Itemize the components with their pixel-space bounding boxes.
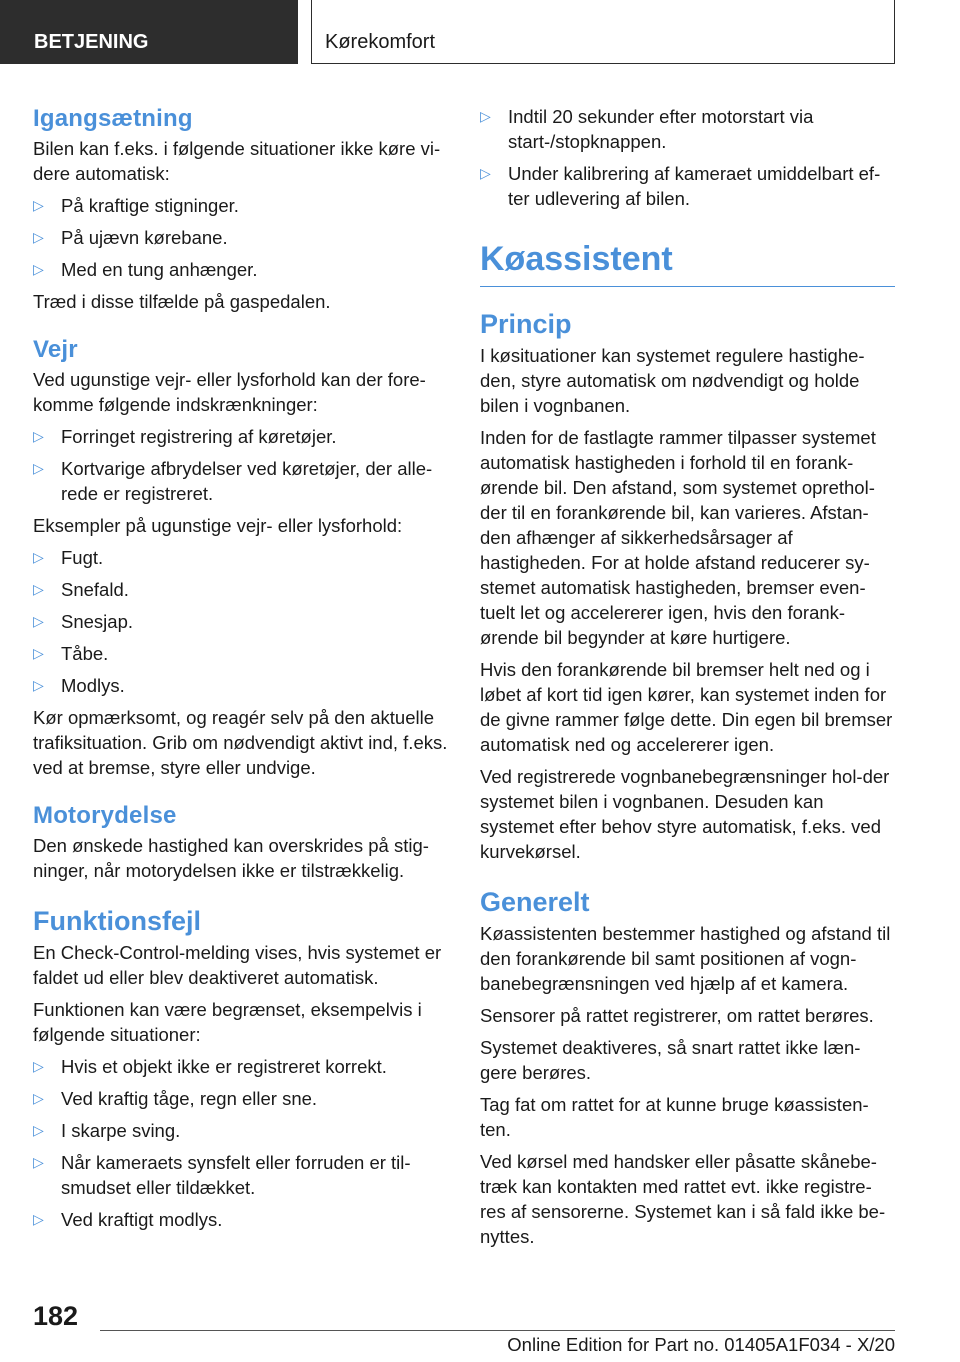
triangle-bullet-icon: ▷ xyxy=(33,1154,44,1170)
paragraph: Ved kørsel med handsker eller påsatte skånebe-træk kan kontakten med rattet evt. ikke registre-res af sensorerne. Systemet kan i så fald ikke be-nyttes. xyxy=(480,1151,886,1247)
right-column xyxy=(480,104,895,1256)
heading-funktionsfejl: Funktionsfejl xyxy=(33,906,201,936)
triangle-bullet-icon: ▷ xyxy=(33,677,44,693)
triangle-bullet-icon: ▷ xyxy=(480,165,491,181)
bullet-list xyxy=(480,104,895,211)
heading-vejr: Vejr xyxy=(33,336,78,363)
paragraph: Inden for de fastlagte rammer tilpasser systemet automatisk hastigheden i forhold til en forank-ørende bil. Den afstand, som systemet oprethol-der til en forankørende bil, kan varieres. Afstan-den afhænger af sikkerhedsårsager af hastigheden. For at holde afstand reducerer sy-stemet automatisk hastigheden, bremser even-tuelt let og accelererer igen, hvis den forank-ørende bil begynder at køre hurtigere. xyxy=(480,427,876,648)
triangle-bullet-icon: ▷ xyxy=(33,1122,44,1138)
triangle-bullet-icon: ▷ xyxy=(33,613,44,629)
paragraph: Sensorer på rattet registrerer, om rattet berøres. xyxy=(480,1005,874,1026)
list-item: ▷ Forringet registrering af køretøjer. xyxy=(33,426,337,447)
paragraph: Funktionen kan være begrænset, eksempelvis i følgende situationer: xyxy=(33,999,422,1045)
list-item: ▷ På kraftige stigninger. xyxy=(33,195,239,216)
list-item: ▷ Snesjap. xyxy=(33,611,133,632)
list-item: ▷ Ved kraftigt modlys. xyxy=(33,1209,223,1230)
heading-generelt: Generelt xyxy=(480,887,590,917)
list-item: ▷ Når kameraets synsfelt eller forruden er til-smudset eller tildækket. xyxy=(33,1152,411,1198)
list-item: ▷ Fugt. xyxy=(33,547,104,568)
paragraph: Træd i disse tilfælde på gaspedalen. xyxy=(33,291,331,312)
list-item: ▷ Modlys. xyxy=(33,675,125,696)
triangle-bullet-icon: ▷ xyxy=(33,261,44,277)
list-item: ▷ Med en tung anhænger. xyxy=(33,259,258,280)
triangle-bullet-icon: ▷ xyxy=(33,428,44,444)
left-column xyxy=(33,104,448,1239)
heading-princip: Princip xyxy=(480,309,572,339)
list-item: ▷ Tåbe. xyxy=(33,643,109,664)
triangle-bullet-icon: ▷ xyxy=(33,1090,44,1106)
edition-note: Online Edition for Part no. 01405A1F034 - X/20 xyxy=(507,1334,895,1355)
paragraph: I køsituationer kan systemet regulere hastighe-den, styre automatisk om nødvendigt og holde bilen i vognbanen. xyxy=(480,345,865,416)
bullet-list xyxy=(33,424,448,506)
bullet-list xyxy=(33,193,448,282)
list-item: ▷ Indtil 20 sekunder efter motorstart via start-/stopknappen. xyxy=(480,106,814,152)
triangle-bullet-icon: ▷ xyxy=(33,229,44,245)
paragraph: Tag fat om rattet for at kunne bruge køassisten-ten. xyxy=(480,1094,869,1140)
chapter-tab: Kørekomfort xyxy=(311,0,895,64)
list-item: ▷ Snefald. xyxy=(33,579,129,600)
paragraph: Eksempler på ugunstige vejr- eller lysforhold: xyxy=(33,515,403,536)
heading-motorydelse: Motorydelse xyxy=(33,802,177,829)
section-tab: BETJENING xyxy=(0,0,298,64)
paragraph: Hvis den forankørende bil bremser helt ned og i løbet af kort tid igen kører, kan systemet inden for de givne rammer følge dette. Din egen bil bremser automatisk ned og accelererer igen. xyxy=(480,659,893,755)
page-header xyxy=(0,0,960,66)
list-item: ▷ Under kalibrering af kameraet umiddelbart ef-ter udlevering af bilen. xyxy=(480,163,881,209)
paragraph: Kør opmærksomt, og reagér selv på den aktuelle trafiksituation. Grib om nødvendigt aktivt ind, f.eks. ved at bremse, styre eller undvige. xyxy=(33,707,448,778)
triangle-bullet-icon: ▷ xyxy=(33,460,44,476)
triangle-bullet-icon: ▷ xyxy=(33,197,44,213)
paragraph: Køassistenten bestemmer hastighed og afstand til den forankørende bil samt positionen af vogn-banebegrænsningen ved hjælp af et kamera. xyxy=(480,923,891,994)
paragraph: En Check-Control-melding vises, hvis systemet er faldet ud eller blev deaktiveret automatisk. xyxy=(33,942,442,988)
list-item: ▷ Hvis et objekt ikke er registreret korrekt. xyxy=(33,1056,387,1077)
triangle-bullet-icon: ▷ xyxy=(33,581,44,597)
bullet-list xyxy=(33,1054,448,1232)
triangle-bullet-icon: ▷ xyxy=(33,549,44,565)
triangle-bullet-icon: ▷ xyxy=(480,108,491,124)
triangle-bullet-icon: ▷ xyxy=(33,1211,44,1227)
paragraph: Ved registrerede vognbanebegrænsninger hol-der systemet bilen i vognbanen. Desuden kan systemet efter behov styre automatisk, f.eks. ved kurvekørsel. xyxy=(480,766,890,862)
bullet-list xyxy=(33,545,448,698)
list-item: ▷ Kortvarige afbrydelser ved køretøjer, der alle-rede er registreret. xyxy=(33,458,433,504)
triangle-bullet-icon: ▷ xyxy=(33,1058,44,1074)
triangle-bullet-icon: ▷ xyxy=(33,645,44,661)
paragraph: Ved ugunstige vejr- eller lysforhold kan der fore-komme følgende indskrænkninger: xyxy=(33,369,426,415)
list-item: ▷ Ved kraftig tåge, regn eller sne. xyxy=(33,1088,318,1109)
list-item: ▷ I skarpe sving. xyxy=(33,1120,181,1141)
paragraph: Bilen kan f.eks. i følgende situationer ikke køre vi-dere automatisk: xyxy=(33,138,441,184)
page-number: 182 xyxy=(33,1301,79,1331)
paragraph: Systemet deaktiveres, så snart rattet ikke læn-gere berøres. xyxy=(480,1037,861,1083)
heading-koeassistent: Køassistent xyxy=(480,238,895,287)
list-item: ▷ På ujævn kørebane. xyxy=(33,227,228,248)
paragraph: Den ønskede hastighed kan overskrides på stig-ninger, når motorydelsen ikke er tilstrækkelig. xyxy=(33,835,429,881)
heading-igangsaetning: Igangsætning xyxy=(33,105,193,132)
